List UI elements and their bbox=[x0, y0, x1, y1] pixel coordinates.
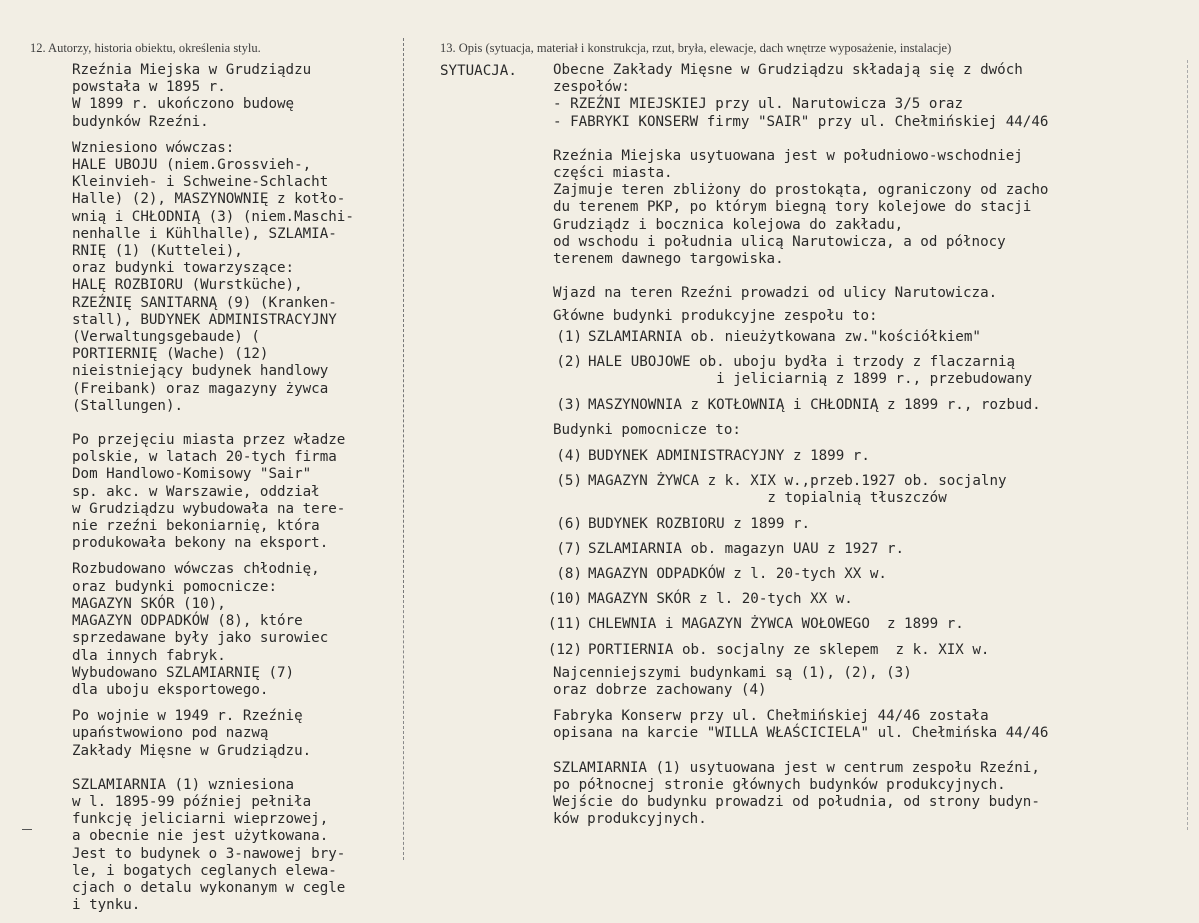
column-divider bbox=[403, 38, 405, 598]
building-description: SZLAMIARNIA ob. nieużytkowana zw."kościółkiem" bbox=[588, 329, 981, 345]
szlamiarnia-location-note: SZLAMIARNIA (1) usytuowana jest w centrum zespołu Rzeźni, po północnej stronie głównych budynków produkcyjnych. Wejście do budynku prowadzi od południa, od strony budyn- ków produkcyjnych. bbox=[553, 759, 1040, 828]
building-number: (10) bbox=[547, 591, 582, 608]
valuable-buildings-note: Najcenniejszymi budynkami są (1), (2), (3) oraz dobrze zachowany (4) bbox=[553, 664, 912, 699]
margin-mark bbox=[22, 829, 32, 830]
history-paragraph-postwar: Po wojnie w 1949 r. Rzeźnię upaństwowiono pod nazwą Zakłady Mięsne w Grudziądzu. bbox=[72, 708, 312, 759]
building-list bbox=[540, 329, 1170, 837]
building-number: (11) bbox=[547, 616, 582, 633]
building-number: (2) bbox=[556, 354, 582, 371]
section-12-header: 12. Autorzy, historia obiektu, określenia stylu. bbox=[30, 41, 261, 55]
building-description: BUDYNEK ROZBIORU z 1899 r. bbox=[588, 515, 811, 532]
building-item bbox=[540, 329, 1170, 346]
history-paragraph-interwar: Po przejęciu miasta przez władze polskie, w latach 20-tych firma Dom Handlowo-Komisowy "Sair" sp. akc. w Warszawie, oddział w Grudziądzu wybudowała na tere- nie rzeźni bekoniarnię, która produkowała bekony na eksport. bbox=[72, 432, 346, 552]
building-item bbox=[540, 616, 1170, 633]
building-description: CHLEWNIA i MAGAZYN ŻYWCA WOŁOWEGO z 1899 r. bbox=[588, 616, 964, 633]
history-paragraph-buildings: Wzniesiono wówczas: HALE UBOJU (niem.Grossvieh-, Kleinvieh- i Schweine-Schlacht Halle) (2), MASZYNOWNIĘ z kotło- wnią i CHŁODNIĄ (3) (niem.Maschi- nenhalle i Kühlhalle), SZLAMIA- RNIĘ (1) (Kuttelei), oraz budynki towarzyszące: HALĘ ROZBIORU (Wurstküche), RZEŹNIĘ SANITARNĄ (9) (Kranken- stall), BUDYNEK ADMINISTRACYJNY (Verwaltungsgebaude) ( PORTIERNIĘ (Wache) (12) nieistniejący budynek handlowy (Freibank) oraz magazyny żywca (Stallungen). bbox=[72, 139, 354, 414]
building-item bbox=[540, 591, 1170, 608]
building-number: (7) bbox=[556, 540, 582, 557]
building-item bbox=[540, 397, 1170, 414]
description-column bbox=[553, 62, 1183, 335]
history-paragraph-expansion: Rozbudowano wówczas chłodnię, oraz budynki pomocnicze: MAGAZYN SKÓR (10), MAGAZYN ODPADKÓW (8), które sprzedawane były jako surowiec dla innych fabryk. Wybudowano SZLAMIARNIĘ (7) dla uboju eksportowego. bbox=[72, 561, 329, 698]
building-description: MAGAZYN ODPADKÓW z l. 20-tych XX w. bbox=[588, 566, 887, 583]
building-item bbox=[540, 541, 1170, 558]
history-paragraph-founding: Rzeźnia Miejska w Grudziądzu powstała w 1895 r. W 1899 r. ukończono budowę budynków Rzeźni. bbox=[72, 62, 312, 130]
auxiliary-heading: Budynki pomocnicze to: bbox=[553, 421, 741, 438]
description-paragraph-complexes: Obecne Zakłady Mięsne w Grudziądzu składają się z dwóch zespołów: - RZEŹNI MIEJSKIEJ przy ul. Narutowicza 3/5 oraz - FABRYKI KONSERW firmy "SAIR" przy ul. Chełmińskiej 44/46 bbox=[553, 62, 1049, 130]
cannery-note: Fabryka Konserw przy ul. Chełmińskiej 44/46 została opisana na karcie "WILLA WŁAŚCICIELA" ul. Chełmińska 44/46 bbox=[553, 708, 1049, 742]
column-divider-lower bbox=[403, 600, 405, 860]
building-number: (1) bbox=[556, 329, 582, 345]
building-description: HALE UBOJOWE ob. uboju bydła i trzody z flaczarnią i jeliciarnią z 1899 r., przebudowany bbox=[588, 354, 1033, 388]
building-description: MAGAZYN ŻYWCA z k. XIX w.,przeb.1927 ob. socjalny z topialnią tłuszczów bbox=[588, 473, 1007, 507]
building-description: MAGAZYN SKÓR z l. 20-tych XX w. bbox=[588, 591, 853, 608]
description-paragraph-entrance: Wjazd na teren Rzeźni prowadzi od ulicy Narutowicza. bbox=[553, 285, 998, 302]
building-number: (4) bbox=[556, 448, 582, 465]
description-paragraph-location: Rzeźnia Miejska usytuowana jest w południowo-wschodniej części miasta. Zajmuje teren zbliżony do prostokąta, ograniczony od zacho du terenem PKP, po którym biegną tory kolejowe do stacji Grudziądz i bocznica kolejowa do zakładu, od wschodu i południa ulicą Narutowicza, a od północy terenem dawnego targowiska. bbox=[553, 147, 1049, 268]
building-description: PORTIERNIA ob. socjalny ze sklepem z k. XIX w. bbox=[588, 641, 990, 658]
building-number: (8) bbox=[556, 566, 582, 583]
building-description: BUDYNEK ADMINISTRACYJNY z 1899 r. bbox=[588, 448, 870, 465]
building-number: (6) bbox=[556, 515, 582, 532]
auxiliary-building-list bbox=[540, 448, 1170, 659]
situation-label: SYTUACJA. bbox=[440, 63, 517, 79]
right-edge-rule bbox=[1187, 60, 1189, 830]
history-column bbox=[72, 62, 392, 923]
building-item bbox=[540, 448, 1170, 465]
description-paragraph-main-buildings: Główne budynki produkcyjne zespołu to: bbox=[553, 308, 878, 325]
building-item bbox=[540, 566, 1170, 583]
building-description: MASZYNOWNIA z KOTŁOWNIĄ i CHŁODNIĄ z 1899 r., rozbud. bbox=[588, 396, 1041, 413]
building-description: SZLAMIARNIA ob. magazyn UAU z 1927 r. bbox=[588, 540, 905, 557]
building-number: (12) bbox=[547, 641, 582, 658]
building-item bbox=[540, 473, 1170, 507]
building-item bbox=[540, 516, 1170, 533]
building-number: (5) bbox=[556, 473, 582, 490]
building-number: (3) bbox=[556, 396, 582, 413]
section-13-header: 13. Opis (sytuacja, materiał i konstrukcja, rzut, bryła, elewacje, dach wnętrze wyposażenie, instalacje) bbox=[440, 41, 952, 55]
building-item bbox=[540, 354, 1170, 388]
main-building-list bbox=[540, 329, 1170, 414]
history-paragraph-szlamiarnia: SZLAMIARNIA (1) wzniesiona w l. 1895-99 później pełniła funkcję jeliciarni wieprzowej, a obecnie nie jest użytkowana. Jest to budynek o 3-nawowej bry- le, i bogatych ceglanych elewa- cjach o detalu wykonanym w cegle i tynku. bbox=[72, 776, 346, 914]
building-item bbox=[540, 642, 1170, 659]
